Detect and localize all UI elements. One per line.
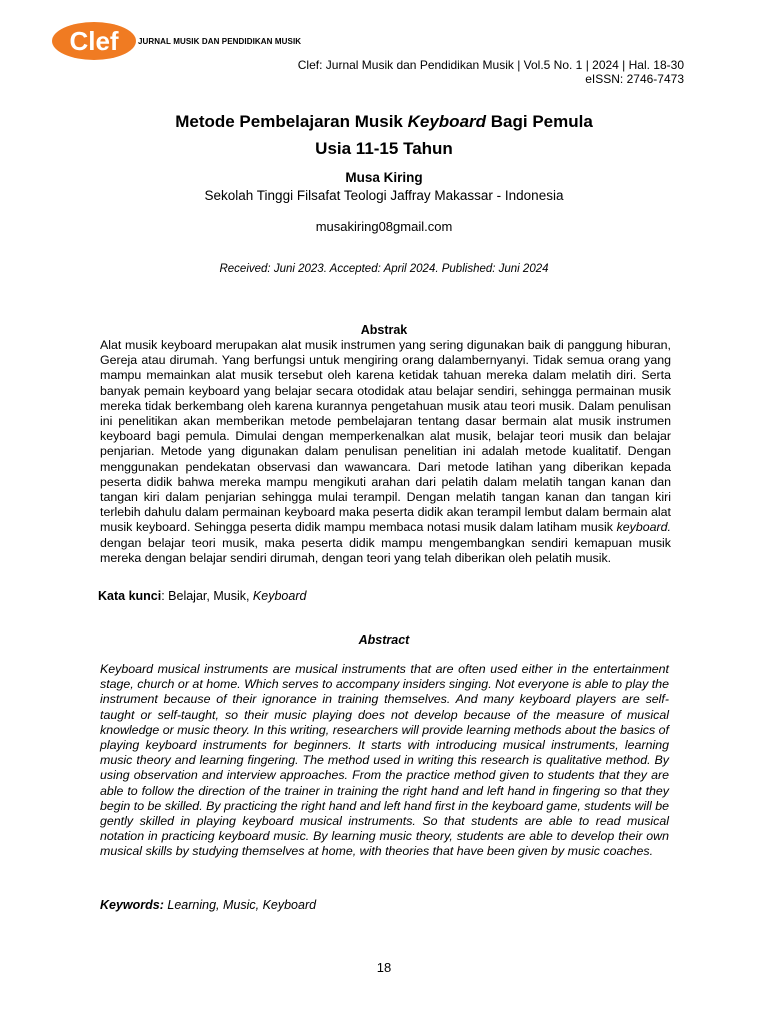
publication-dates: Received: Juni 2023. Accepted: April 2024. Published: Juni 2024 [219,263,549,275]
kata-kunci [98,589,306,603]
abstract-heading: Abstract [358,633,410,647]
title-line-1 [0,108,768,135]
abstract-body: Keyboard musical instruments are musical instruments that are often used either in the entertainment stage, church or at home. Which serves to accompany insiders singing. Not everyone is able to play the instrument because of their ignorance in training themselves. And many keyboard players are self-taught or self-taught, so their music playing does not develop because of the measure of musical knowledge or music theory. In this writing, researchers will provide learning methods about the basics of playing keyboard instruments for beginners. It starts with introducing musical instruments, learning music theory and learning fingering. The method used in writing this research is qualitative method. By using observation and interview approaches. From the practice method given to students that they are able to follow the direction of the trainer in training the right hand and left hand in fingering so that they begin to be skilled. By practicing the right hand and left hand first in the keyboard game, students will be gently skilled in playing keyboard musical instruments. So that students are able to read musical notation in practicing keyboard music. By learning music theory, students are able to develop their own musical skills by studying themselves at home, with theories that have been given by music coaches. [100,662,669,859]
keywords-value: Learning, Music, Keyboard [163,898,317,912]
eissn-line: eISSN: 2746-7473 [585,72,684,86]
journal-name: JURNAL MUSIK DAN PENDIDIKAN MUSIK [138,37,302,46]
page-number: 18 [376,960,392,975]
author-email: musakiring08gmail.com [315,219,453,234]
abstrak-italic: keyboard. [616,520,671,535]
title-part-italic: Keyboard [407,112,487,131]
author-name: Musa Kiring [345,170,423,185]
abstrak-text-2: dengan belajar teori musik, maka peserta didik mampu mengembangkan sendiri kemapuan musik mereka dengan belajar sendiri dirumah, dengan teori yang telah diberikan oleh pelatih musik. [100,535,671,565]
kata-kunci-italic: Keyboard [252,589,307,603]
abstrak-body [100,338,671,566]
abstrak-heading: Abstrak [360,323,408,337]
kata-kunci-label: Kata kunci [98,589,162,603]
journal-logo: Clef [52,22,136,60]
abstrak-text-1: Alat musik keyboard merupakan alat musik instrumen yang sering digunakan baik di panggung hiburan, Gereja atau dirumah. Yang berfungsi untuk mengiring orang dalambernyanyi. Tidak semua orang yang mampu memainkan alat musik tersebut oleh karena ketidak tahuan mereka dalam melatih diri. Serta banyak pemain keyboard yang belajar secara otodidak atau belajar sendiri, sehingga permainan musik mereka tidak berkembang oleh karena kurannya pengetahuan musik atau teori musik. Dalam penulisan ini penelitikan akan memberikan metode pembelajaran tentang dasar bermain alat musik instrumen keyboard bagi pemula. Dimulai dengan memperkenalkan alat musik, belajar teori musik dan belajar penjarian. Metode yang digunakan dalam penulisan penelitian ini adalah metode kualitatif. Dengan menggunakan pendekatan observasi dan wawancara. Dari metode latihan yang diberikan kepada peserta didik bahwa mereka mampu mengikuti arahan dari pelatih dalam melatih tangan kanan dan tangan kiri dalam penjarian sehingga mulai terampil. Dengan melatih tangan kanan dan tangan kiri terlebih dahulu dalam permainan keyboard maka peserta didik akan terampil lembut dalam bermain alat musik keyboard. Sehingga peserta didik mampu membaca notasi musik dalam latiham musik [100,338,671,535]
title-part-1: Metode Pembelajaran Musik [175,112,408,131]
citation-line: Clef: Jurnal Musik dan Pendidikan Musik | Vol.5 No. 1 | 2024 | Hal. 18-30 [297,58,684,72]
author-affiliation: Sekolah Tinggi Filsafat Teologi Jaffray Makassar - Indonesia [204,188,564,203]
title-line-2: Usia 11-15 Tahun [315,139,453,158]
paper-title [0,108,768,162]
kata-kunci-plain: : Belajar, Musik, [161,589,253,603]
title-part-3: Bagi Pemula [486,112,593,131]
keywords [100,898,316,912]
keywords-label: Keywords: [100,898,164,912]
running-header [298,58,684,86]
